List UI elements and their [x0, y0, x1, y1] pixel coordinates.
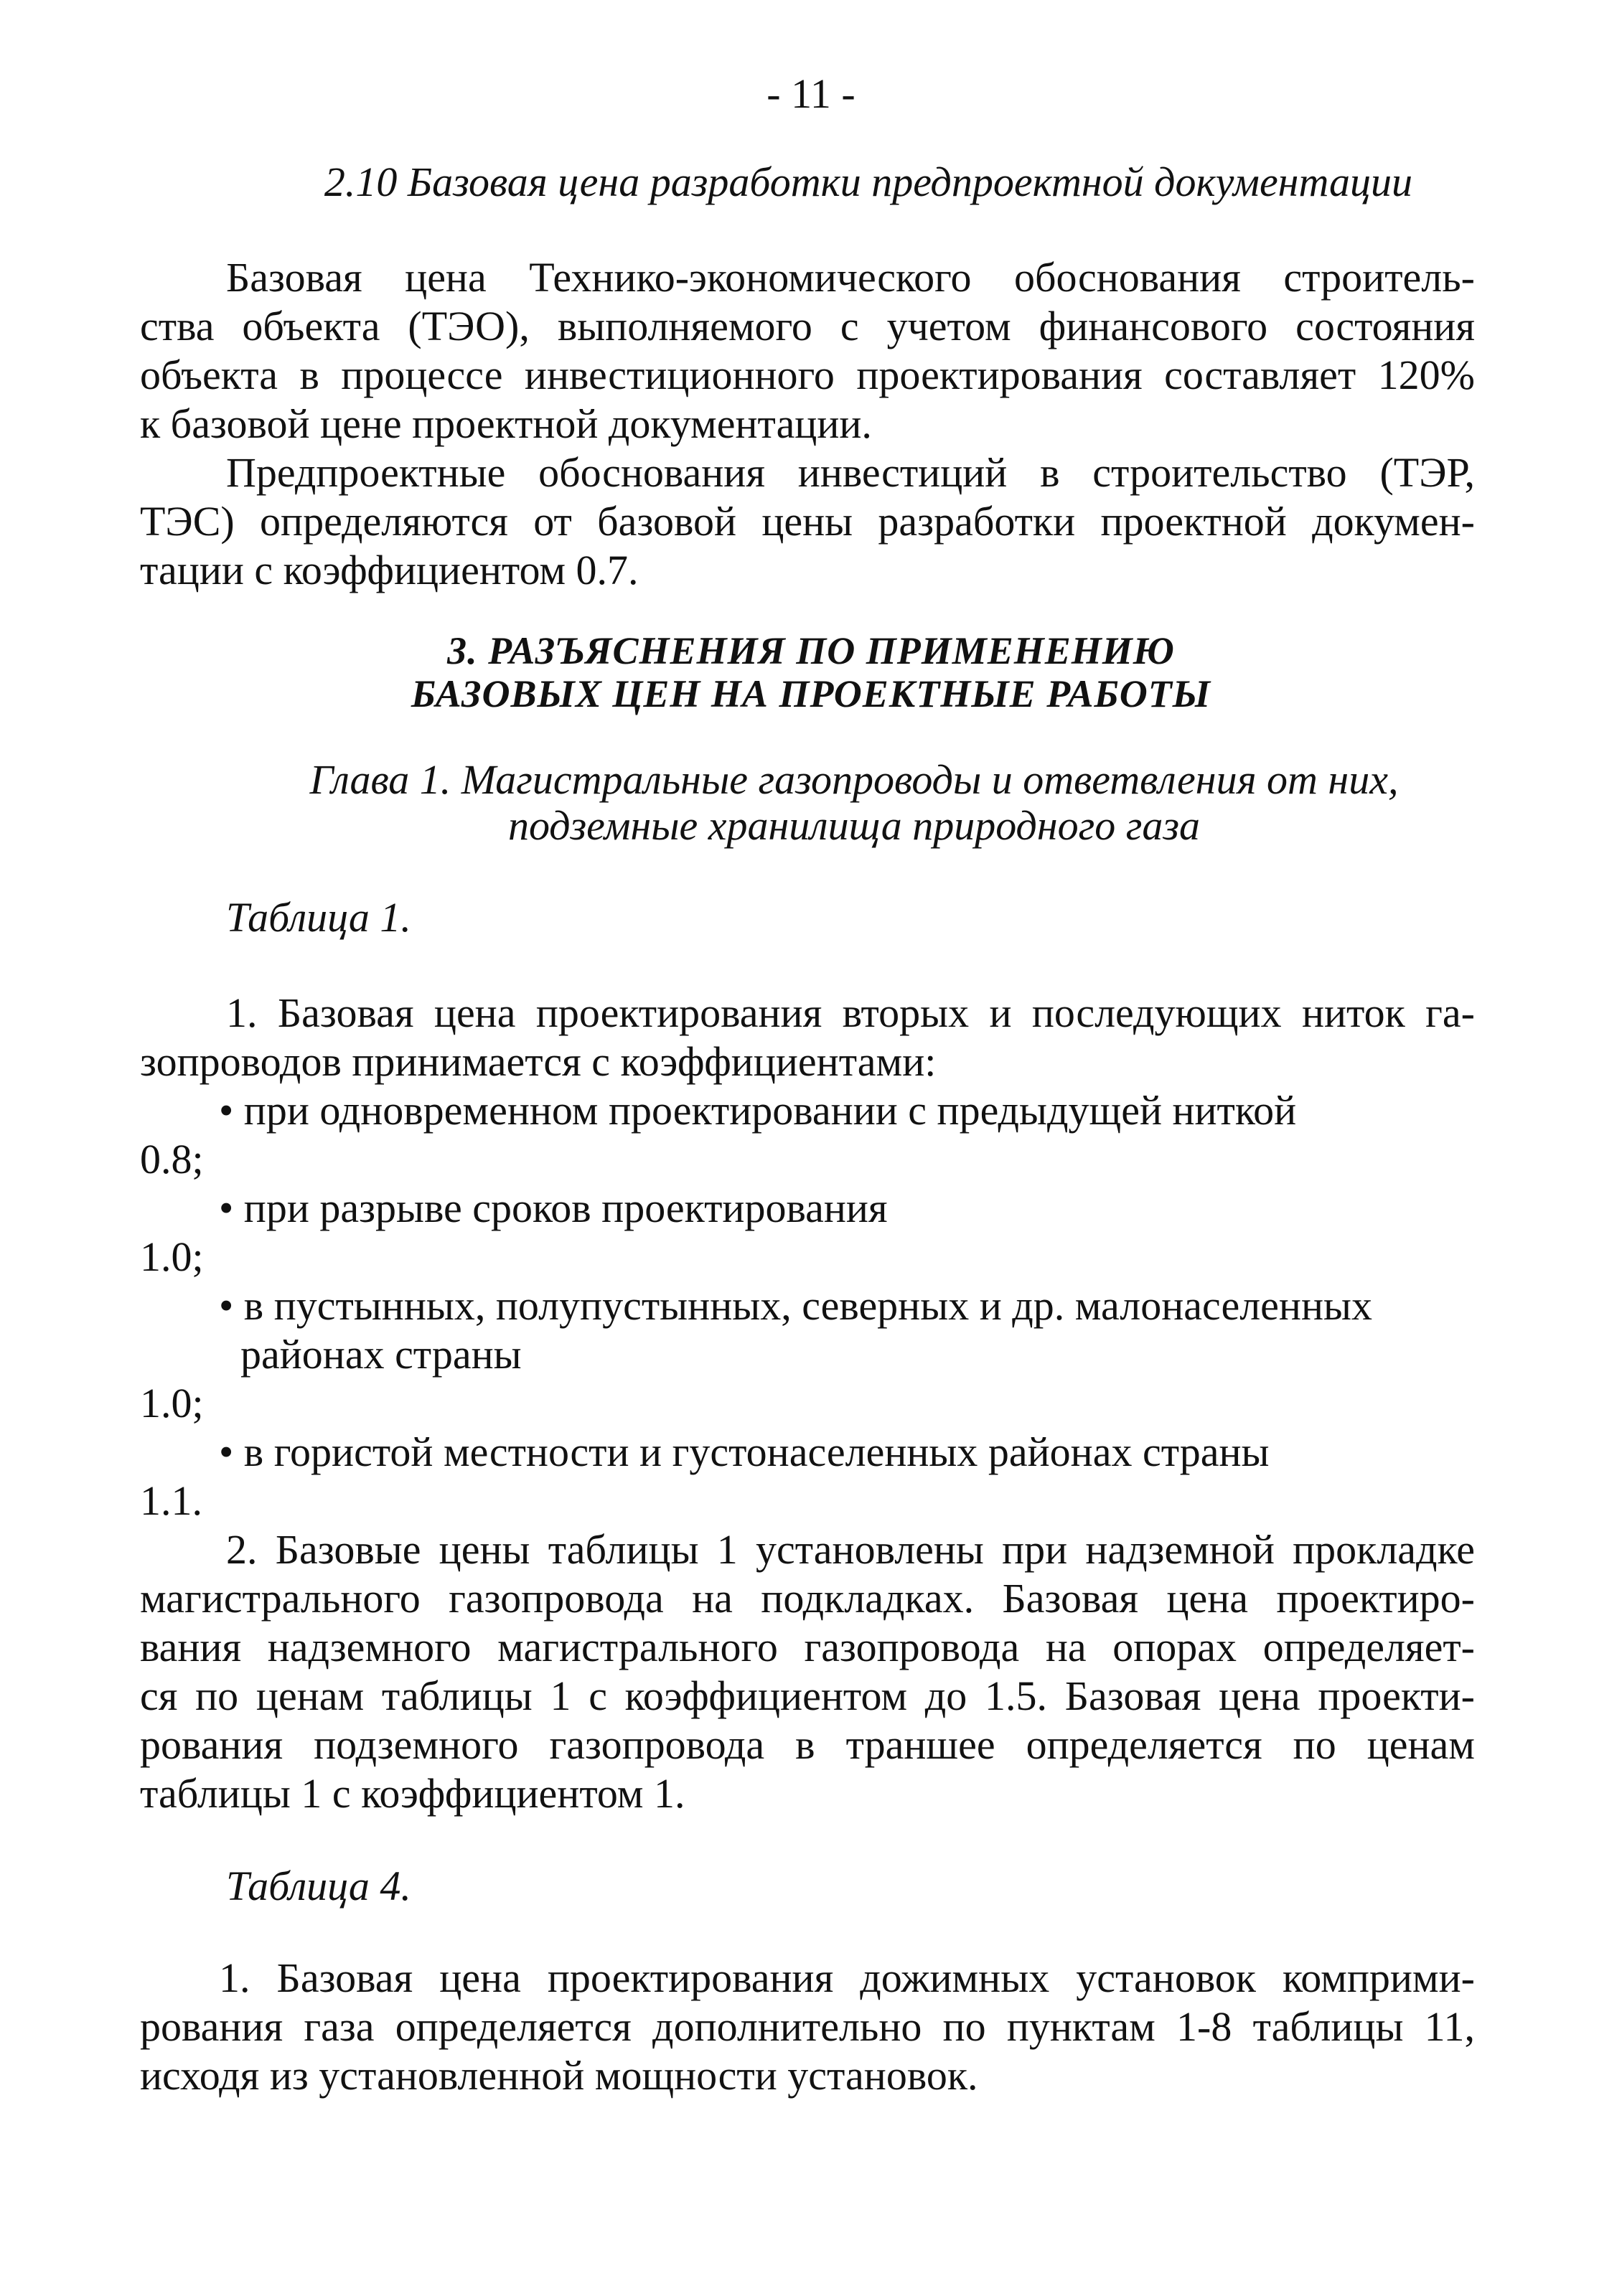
page-number: - 11 - [767, 70, 855, 117]
section-2-10-para2-line: тации с коэффициентом 0.7. [140, 547, 639, 593]
section-3-title: БАЗОВЫХ ЦЕН НА ПРОЕКТНЫЕ РАБОТЫ [411, 672, 1211, 715]
section-2-10-para1-line: ства объекта (ТЭО), выполняемого с учетом финансового состояния [140, 303, 1475, 349]
bullet-item: • при одновременном проектировании с предыдущей ниткой [219, 1087, 1297, 1134]
section-2-10-para1-line: объекта в процессе инвестиционного проектирования составляет 120% [140, 352, 1475, 398]
table-1-label: Таблица 1. [226, 894, 411, 941]
bullet-item: • при разрыве сроков проектирования [219, 1185, 888, 1231]
table-1-para2-line: 2. Базовые цены таблицы 1 установлены при надземной прокладке [226, 1526, 1475, 1573]
section-3-title: 3. РАЗЪЯСНЕНИЯ ПО ПРИМЕНЕНИЮ [447, 629, 1175, 672]
section-2-10-title: 2.10 Базовая цена разработки предпроектной документации [324, 159, 1413, 205]
section-2-10-para2-line: Предпроектные обоснования инвестиций в строительство (ТЭР, [226, 449, 1475, 496]
bullet-item: • в гористой местности и густонаселенных районах страны [219, 1429, 1270, 1475]
bullet-item: • в пустынных, полупустынных, северных и др. малонаселенных [219, 1282, 1372, 1329]
coefficient-value: 0.8; [140, 1136, 204, 1182]
table-1-para2-line: таблицы 1 с коэффициентом 1. [140, 1770, 685, 1817]
table-1-para2-line: рования подземного газопровода в траншее определяется по ценам [140, 1721, 1475, 1768]
table-1-para2-line: ся по ценам таблицы 1 с коэффициентом до 1.5. Базовая цена проекти- [140, 1672, 1475, 1719]
coefficient-value: 1.0; [140, 1233, 204, 1280]
coefficient-value: 1.0; [140, 1380, 204, 1426]
table-4-label: Таблица 4. [226, 1863, 411, 1909]
table-1-para2-line: магистрального газопровода на подкладках. Базовая цена проектиро- [140, 1575, 1475, 1622]
section-2-10-para1-line: Базовая цена Технико-экономического обоснования строитель- [226, 254, 1475, 301]
table-4-para1-line: рования газа определяется дополнительно по пунктам 1-8 таблицы 11, [140, 2003, 1475, 2050]
table-4-para1-line: 1. Базовая цена проектирования дожимных установок комприми- [219, 1954, 1475, 2001]
section-2-10-para2-line: ТЭС) определяются от базовой цены разработки проектной докумен- [140, 498, 1475, 545]
chapter-1-title: Глава 1. Магистральные газопроводы и ответвления от них, [309, 756, 1399, 803]
section-2-10-para1-line: к базовой цене проектной документации. [140, 400, 872, 447]
table-1-para2-line: вания надземного магистрального газопровода на опорах определяет- [140, 1624, 1475, 1670]
table-1-para1-line: зопроводов принимается с коэффициентами: [140, 1038, 937, 1085]
table-1-para1-line: 1. Базовая цена проектирования вторых и последующих ниток га- [226, 989, 1475, 1036]
bullet-item-continuation: районах страны [240, 1331, 522, 1378]
table-4-para1-line: исходя из установленной мощности установок. [140, 2052, 978, 2099]
coefficient-value: 1.1. [140, 1477, 202, 1524]
chapter-1-title: подземные хранилища природного газа [507, 802, 1201, 849]
